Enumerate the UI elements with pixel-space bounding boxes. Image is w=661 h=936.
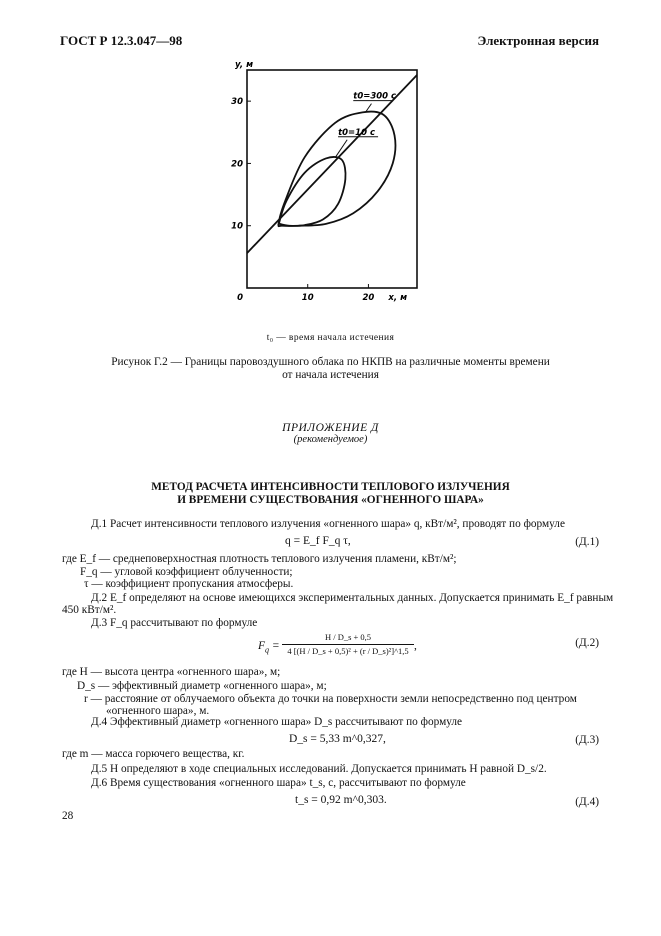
formula-number-d1: (Д.1): [575, 536, 599, 548]
x-tick-label: 10: [301, 293, 314, 303]
section-heading-line2: И ВРЕМЕНИ СУЩЕСТВОВАНИЯ «ОГНЕННОГО ШАРА»: [177, 494, 484, 506]
cloud-axis-line: [247, 75, 417, 253]
where-tau: τ — коэффициент пропускания атмосферы.: [84, 578, 294, 590]
cloud-boundary-300s: [278, 112, 395, 227]
formula-number-d3: (Д.3): [575, 734, 599, 746]
x-axis-label: x, м: [388, 293, 408, 303]
page-number: 28: [62, 810, 74, 822]
appendix-title: ПРИЛОЖЕНИЕ Д: [282, 422, 379, 434]
para-d2-line1: Д.2 E_f определяют на основе имеющихся экспериментальных данных. Допускается принимать E_f равным: [91, 592, 614, 604]
where-ef: где E_f — среднеповерхностная плотность теплового излучения пламени, кВт/м²;: [62, 553, 457, 565]
para-d2-line2: 450 кВт/м².: [62, 604, 117, 616]
para-d1: Д.1 Расчет интенсивности теплового излучения «огненного шара» q, кВт/м², проводят по формуле: [91, 518, 565, 530]
para-d5: Д.5 H определяют в ходе специальных исследований. Допускается принимать H равной D_s/2.: [91, 763, 547, 775]
x-tick-label: 20: [362, 293, 375, 303]
para-d6: Д.6 Время существования «огненного шара» t_s, с, рассчитывают по формуле: [91, 777, 466, 789]
figure-caption-line1: Рисунок Г.2 — Границы паровоздушного облака по НКПВ на различные моменты времени: [111, 356, 550, 368]
formula-d3: D_s = 5,33 m^0,327,: [289, 733, 386, 745]
formula-d2-lhs: $F_q$ =: [258, 640, 280, 655]
formula-d2-numerator: H / D_s + 0,5: [324, 632, 372, 642]
formula-d4: t_s = 0,92 m^0,303.: [295, 794, 387, 806]
where-r: r — расстояние от облучаемого объекта до точки на поверхности земли непосредственно под центром: [84, 693, 577, 705]
para-d3: Д.3 F_q рассчитывают по формуле: [91, 617, 258, 629]
figure-caption-line2: от начала истечения: [282, 369, 379, 381]
figure-note: t₀ — время начала истечения: [266, 333, 395, 343]
appendix-subtitle: (рекомендуемое): [293, 434, 368, 445]
para-d4: Д.4 Эффективный диаметр «огненного шара» D_s рассчитывают по формуле: [91, 716, 463, 728]
y-tick-label: 30: [231, 97, 243, 108]
section-heading-line1: МЕТОД РАСЧЕТА ИНТЕНСИВНОСТИ ТЕПЛОВОГО ИЗЛУЧЕНИЯ: [151, 481, 510, 493]
formula-d1: q = E_f F_q τ,: [285, 535, 351, 547]
y-tick-label: 20: [231, 159, 243, 170]
formula-number-d4: (Д.4): [575, 796, 599, 808]
header-standard-id: ГОСТ Р 12.3.047—98: [60, 33, 183, 48]
x-tick-label: 0: [237, 293, 243, 303]
formula-d2-comma: ,: [414, 640, 417, 652]
y-tick-label: 10: [231, 221, 243, 232]
where-fq: F_q — угловой коэффициент облученности;: [80, 566, 293, 578]
where-ds: D_s — эффективный диаметр «огненного шара», м;: [77, 680, 327, 692]
cloud-boundary-chart: [225, 58, 430, 308]
header-version: Электронная версия: [477, 33, 599, 48]
where-r-cont: «огненного шара», м.: [106, 705, 210, 717]
where-m: где m — масса горючего вещества, кг.: [62, 748, 245, 760]
label-t0-10s: t0=10 c: [338, 127, 376, 138]
y-axis-label: y, м: [235, 60, 254, 70]
formula-number-d2: (Д.2): [575, 637, 599, 649]
formula-d2-denominator: 4 [(H / D_s + 0,5)² + (r / D_s)²]^1,5: [287, 646, 409, 656]
label-t0-300s: t0=300 c: [353, 91, 397, 102]
formula-d2-fraction-bar: [282, 644, 414, 645]
where-h: где H — высота центра «огненного шара», м;: [62, 666, 281, 678]
